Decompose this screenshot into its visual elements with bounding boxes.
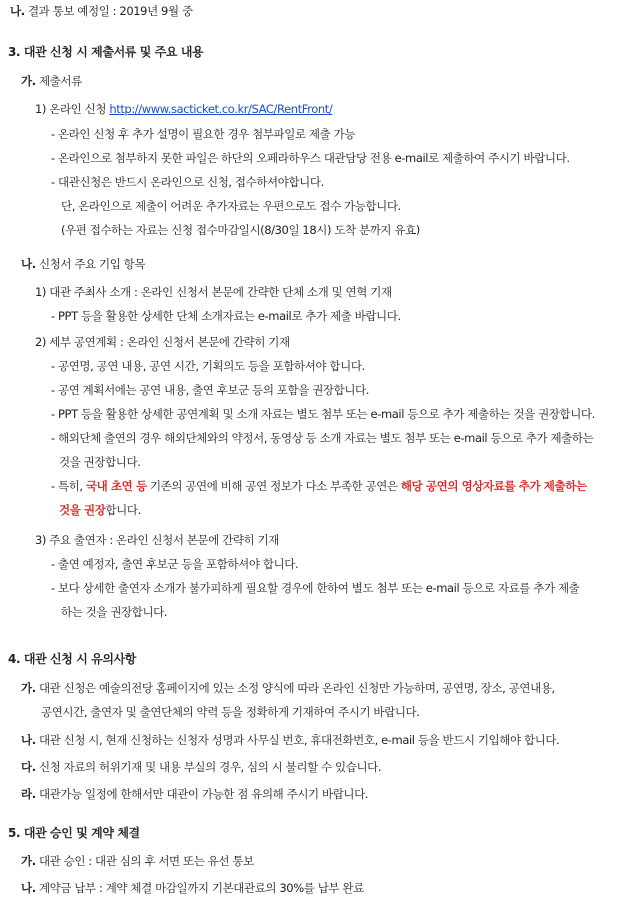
- bullet-overseas-cont: 것을 권장합니다.: [59, 455, 141, 469]
- item-marker: 가.: [21, 854, 36, 868]
- bullet-overseas: - 해외단체 출연의 경우 해외단체와의 약정서, 동영상 등 소개 자료는 별도 첨부 또는 e-mail 등으로 추가 제출하는: [51, 431, 594, 445]
- bullet-online-required: - 대관신청은 반드시 온라인으로 신청, 접수하셔야합니다.: [51, 175, 324, 189]
- section-4-title: 4. 대관 신청 시 유의사항: [8, 652, 136, 666]
- bullet-postal-deadline: (우편 접수하는 자료는 신청 접수마감일시(8/30일 18시) 도착 분까지 유효): [61, 223, 420, 237]
- item-text: 신청서 주요 기입 항목: [35, 257, 146, 271]
- sec4-ga-cont: 공연시간, 출연자 및 출연단체의 약력 등을 정확하게 기재하여 주시기 바랍니다.: [41, 705, 420, 719]
- bullet-plan-ppt: - PPT 등을 활용한 상세한 공연계획 및 소개 자료는 별도 첨부 또는 e-mail 등으로 추가 제출하는 것을 권장합니다.: [51, 407, 595, 421]
- item-marker: 라.: [21, 787, 36, 801]
- item-text: 계약금 납부 : 계약 체결 마감일까지 기본대관료의 30%를 납부 완료: [35, 881, 364, 895]
- bullet-performers-required: - 출연 예정자, 출연 후보군 등을 포함하셔야 합니다.: [51, 557, 299, 571]
- item-marker: 가.: [21, 681, 36, 695]
- sec3-ga-heading: [21, 73, 82, 89]
- sec5-ga: [21, 853, 254, 869]
- item-text: 신청 자료의 허위기재 및 내용 부실의 경우, 심의 시 불리할 수 있습니다.: [35, 760, 382, 774]
- intro-result-date: [10, 3, 193, 19]
- bullet-plan-recommended: - 공연 계획서에는 공연 내용, 출연 후보군 등의 포함을 권장합니다.: [51, 383, 369, 397]
- bullet-premiere-video-cont: [59, 502, 141, 518]
- item-marker: 나.: [21, 881, 36, 895]
- item-marker: 나.: [21, 733, 36, 747]
- item-text: 대관 신청은 예술의전당 홈페이지에 있는 소정 양식에 따라 온라인 신청만 가능하며, 공연명, 장소, 공연내용,: [35, 681, 555, 695]
- item-marker: 가.: [21, 74, 36, 88]
- bullet-text: - 특히,: [51, 479, 86, 493]
- sec4-na: [21, 732, 559, 748]
- item-marker: 나.: [21, 257, 36, 271]
- item-marker: 다.: [21, 760, 36, 774]
- section-5-title: 5. 대관 승인 및 계약 체결: [8, 826, 140, 840]
- performance-plan-item: 2) 세부 공연계획 : 온라인 신청서 본문에 간략히 기재: [35, 335, 290, 349]
- sec4-da: [21, 759, 381, 775]
- bullet-postal-note: 단, 온라인으로 제출이 어려운 추가자료는 우편으로도 접수 가능합니다.: [61, 199, 401, 213]
- item-text: 대관가능 일정에 한해서만 대관이 가능한 점 유의해 주시기 바랍니다.: [35, 787, 369, 801]
- emphasis-recommend: 것을 권장: [59, 503, 106, 517]
- emphasis-video: 해당 공연의 영상자료를 추가 제출하는: [400, 479, 587, 493]
- bullet-attachment: - 온라인 신청 후 추가 설명이 필요한 경우 첨부파일로 제출 가능: [51, 127, 356, 141]
- rent-front-link[interactable]: http://www.sacticket.co.kr/SAC/RentFront/: [109, 102, 333, 116]
- sec4-ga: [21, 680, 555, 696]
- bullet-text: 기존의 공연에 비해 공연 정보가 다소 부족한 공연은: [146, 479, 401, 493]
- item-label: 1) 온라인 신청: [35, 102, 110, 116]
- sec4-ra: [21, 786, 368, 802]
- bullet-performers-detail: - 보다 상세한 출연자 소개가 불가피하게 필요할 경우에 한하여 별도 첨부 또는 e-mail 등으로 자료를 추가 제출: [51, 581, 580, 595]
- bullet-host-ppt: - PPT 등을 활용한 상세한 단체 소개자료는 e-mail로 추가 제출 바랍니다.: [51, 309, 401, 323]
- item-text: 결과 통보 예정일 : 2019년 9월 중: [24, 4, 193, 18]
- host-intro-item: 1) 대관 주최사 소개 : 온라인 신청서 본문에 간략한 단체 소개 및 연혁 기재: [35, 285, 392, 299]
- item-marker: 나.: [10, 4, 25, 18]
- bullet-performers-detail-cont: 하는 것을 권장합니다.: [61, 605, 168, 619]
- sec3-na-heading: [21, 256, 145, 272]
- item-text: 제출서류: [35, 74, 82, 88]
- bullet-email-submission: - 온라인으로 첨부하지 못한 파일은 하단의 오페라하우스 대관담당 전용 e-mail로 제출하여 주시기 바랍니다.: [51, 151, 570, 165]
- item-text: 대관 신청 시, 현재 신청하는 신청자 성명과 사무실 번호, 휴대전화번호, e-mail 등을 반드시 기입해야 합니다.: [35, 733, 560, 747]
- main-performers-item: 3) 주요 출연자 : 온라인 신청서 본문에 간략히 기재: [35, 533, 279, 547]
- sec5-na: [21, 880, 364, 896]
- bullet-premiere-video: [51, 478, 587, 494]
- bullet-plan-required: - 공연명, 공연 내용, 공연 시간, 기획의도 등을 포함하셔야 합니다.: [51, 359, 365, 373]
- bullet-text: 합니다.: [105, 503, 141, 517]
- section-3-title: 3. 대관 신청 시 제출서류 및 주요 내용: [8, 45, 204, 59]
- item-text: 대관 승인 : 대관 심의 후 서면 또는 유선 통보: [35, 854, 254, 868]
- online-application-item: [35, 101, 332, 117]
- emphasis-premiere: 국내 초연 등: [85, 479, 147, 493]
